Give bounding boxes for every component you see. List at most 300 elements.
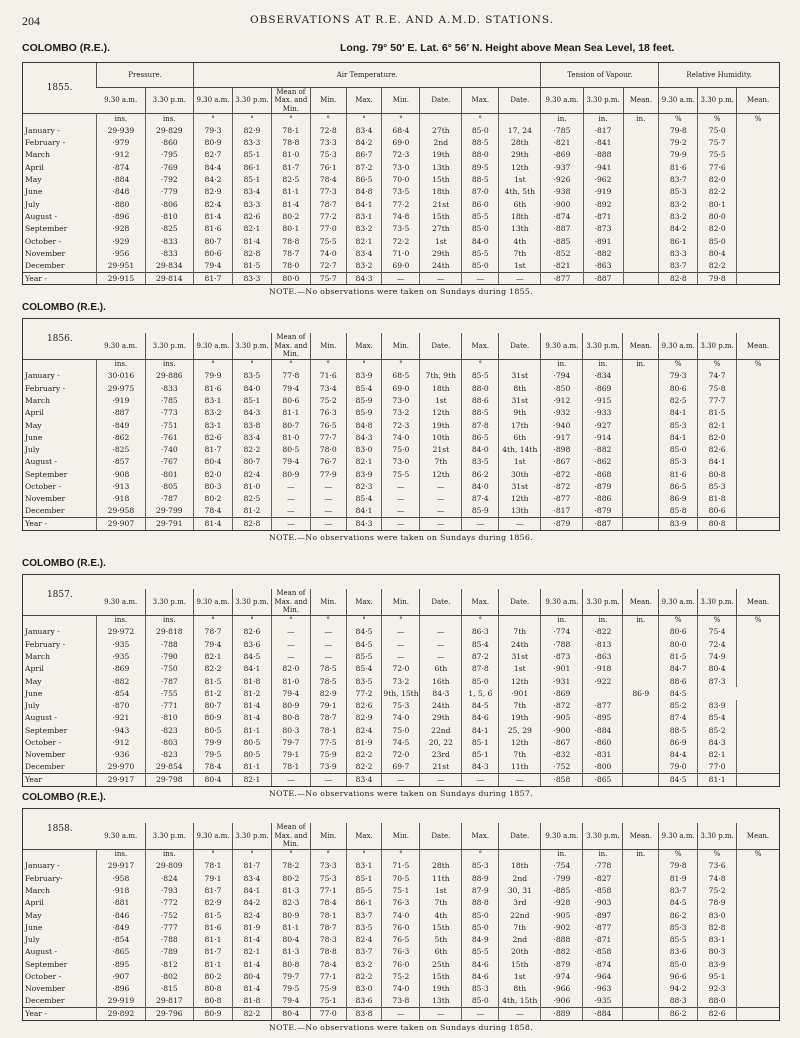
row-label: September xyxy=(25,469,68,479)
data-cell: ·858 xyxy=(541,774,583,786)
unit-cell: % xyxy=(737,359,779,370)
data-cell: 85·3 xyxy=(659,456,698,468)
data-cell: ·874 xyxy=(583,958,623,970)
data-cell: ·887 xyxy=(541,223,583,235)
data-cell: 84·4 xyxy=(659,749,698,761)
data-cell: 79·8 xyxy=(698,272,737,284)
data-cell xyxy=(737,161,779,173)
data-cell: — xyxy=(462,774,499,786)
data-cell: 13th xyxy=(420,995,462,1007)
data-cell: ·895 xyxy=(97,958,145,970)
unit-cell: ° xyxy=(310,615,346,626)
col-vapour-mean: Mean. xyxy=(623,87,659,114)
data-cell: 73·0 xyxy=(382,456,420,468)
data-cell: 86·0 xyxy=(462,198,499,210)
unit-cell: ° xyxy=(194,359,233,370)
table-row xyxy=(23,407,779,419)
data-cell: 73·3 xyxy=(310,860,346,872)
data-cell: ·877 xyxy=(583,700,623,712)
data-cell: 84·6 xyxy=(462,971,499,983)
data-cell: 77·6 xyxy=(698,161,737,173)
table-row xyxy=(23,724,779,736)
row-label: March xyxy=(25,885,51,895)
data-cell: ·868 xyxy=(583,468,623,480)
col-means-min: Min. xyxy=(310,589,346,615)
data-cell: 72·7 xyxy=(310,260,346,272)
table-row xyxy=(23,125,779,137)
data-cell: 29th xyxy=(420,712,462,724)
data-cell: 85·5 xyxy=(462,247,499,259)
data-cell: 77·2 xyxy=(310,211,346,223)
data-cell xyxy=(737,885,779,897)
col-vapour-am: 9.30 a.m. xyxy=(541,823,583,849)
data-cell: 84·3 xyxy=(462,761,499,773)
data-cell: 77·5 xyxy=(310,737,346,749)
data-cell: 78·5 xyxy=(310,675,346,687)
data-cell: 83·8 xyxy=(232,419,271,431)
data-cell: 82·7 xyxy=(194,149,233,161)
table-row xyxy=(23,481,779,493)
data-cell: 86·9 xyxy=(659,737,698,749)
data-cell: 83·4 xyxy=(346,247,382,259)
data-cell: 82·6 xyxy=(346,700,382,712)
section-title: COLOMBO (R.E.). xyxy=(22,302,106,313)
data-cell: 81·4 xyxy=(232,235,271,247)
data-cell: 85·1 xyxy=(232,149,271,161)
data-cell: — xyxy=(271,505,310,517)
row-label: June xyxy=(25,688,43,698)
data-cell xyxy=(737,468,779,480)
data-cell xyxy=(737,638,779,650)
data-cell: 81·6 xyxy=(194,921,233,933)
data-cell: 78·0 xyxy=(310,444,346,456)
data-cell: 82·4 xyxy=(194,198,233,210)
data-cell: 85·0 xyxy=(462,921,499,933)
data-cell: ·854 xyxy=(97,687,145,699)
col-abs-max: Max. xyxy=(462,333,499,359)
data-cell: 79·4 xyxy=(271,687,310,699)
data-cell xyxy=(623,481,659,493)
data-cell xyxy=(623,431,659,443)
data-cell: ·882 xyxy=(583,444,623,456)
data-cell: — xyxy=(382,272,420,284)
data-cell: 12th xyxy=(499,737,541,749)
data-cell xyxy=(737,260,779,272)
data-cell: 82·4 xyxy=(232,909,271,921)
data-cell: 81·1 xyxy=(232,724,271,736)
data-cell: 84·2 xyxy=(194,174,233,186)
col-pressure-am: 9.30 a.m. xyxy=(97,823,145,849)
data-cell: ·792 xyxy=(145,174,193,186)
data-cell: ·918 xyxy=(97,493,145,505)
vapour-header: Tension of Vapour. xyxy=(541,63,659,87)
data-cell: ·940 xyxy=(541,419,583,431)
data-cell: ·882 xyxy=(541,946,583,958)
data-cell: 82·0 xyxy=(194,468,233,480)
data-cell: ·846 xyxy=(97,909,145,921)
data-cell xyxy=(623,909,659,921)
data-cell: ·800 xyxy=(583,761,623,773)
data-cell: 74·0 xyxy=(382,431,420,443)
data-cell: ·892 xyxy=(583,198,623,210)
col-temp-am: 9.30 a.m. xyxy=(194,823,233,849)
data-cell: 82·1 xyxy=(232,946,271,958)
data-cell: 96·6 xyxy=(659,971,698,983)
data-cell: ·812 xyxy=(145,958,193,970)
data-cell: ·750 xyxy=(145,663,193,675)
data-cell: 82·2 xyxy=(346,761,382,773)
data-cell: 81·0 xyxy=(271,431,310,443)
data-cell: 80·4 xyxy=(271,934,310,946)
data-cell: 13th xyxy=(420,161,462,173)
data-cell: 69·7 xyxy=(382,761,420,773)
data-cell: 81·4 xyxy=(232,700,271,712)
data-cell: 81·2 xyxy=(232,687,271,699)
data-cell xyxy=(737,860,779,872)
data-cell: ·751 xyxy=(145,419,193,431)
data-cell: ·867 xyxy=(541,737,583,749)
data-cell: 29·939 xyxy=(97,125,145,137)
data-cell: ·873 xyxy=(583,223,623,235)
col-vapour-am: 9.30 a.m. xyxy=(541,589,583,615)
data-cell: 86·2 xyxy=(659,1008,698,1020)
data-cell: ·887 xyxy=(583,518,623,530)
data-cell xyxy=(623,774,659,786)
data-cell: 75·3 xyxy=(382,700,420,712)
data-cell: — xyxy=(310,774,346,786)
table-row xyxy=(23,211,779,223)
data-cell: ·900 xyxy=(541,198,583,210)
data-cell: ·884 xyxy=(97,174,145,186)
data-cell xyxy=(737,125,779,137)
data-cell: — xyxy=(420,505,462,517)
data-cell: 86·9 xyxy=(623,687,659,699)
data-cell: 81·7 xyxy=(194,885,233,897)
table-row xyxy=(23,971,779,983)
data-cell: ·887 xyxy=(583,272,623,284)
data-cell: — xyxy=(420,626,462,638)
data-cell: 29·809 xyxy=(145,860,193,872)
data-cell: 82·6 xyxy=(232,211,271,223)
row-label: Year - xyxy=(23,518,97,530)
col-abs-max: Max. xyxy=(462,823,499,849)
data-cell: 7th xyxy=(499,626,541,638)
data-cell: — xyxy=(382,626,420,638)
data-cell: 18th xyxy=(420,382,462,394)
data-cell: ·898 xyxy=(541,444,583,456)
table-row xyxy=(23,885,779,897)
data-cell: — xyxy=(462,518,499,530)
data-cell: 82·9 xyxy=(346,712,382,724)
data-cell: 82·1 xyxy=(698,749,737,761)
data-cell: 17th xyxy=(499,419,541,431)
row-label: July xyxy=(25,445,40,455)
data-cell xyxy=(623,749,659,761)
data-cell: 83·6 xyxy=(232,638,271,650)
year-label: 1857. xyxy=(23,575,97,615)
data-cell: 81·6 xyxy=(659,161,698,173)
unit-cell: ins. xyxy=(145,359,193,370)
data-cell: 88·0 xyxy=(462,382,499,394)
data-cell xyxy=(737,481,779,493)
data-cell: 81·6 xyxy=(194,223,233,235)
data-cell: ·772 xyxy=(145,897,193,909)
data-cell: 88·5 xyxy=(462,137,499,149)
data-cell: 83·4 xyxy=(232,431,271,443)
data-cell: 79·1 xyxy=(310,700,346,712)
data-cell: ·874 xyxy=(541,211,583,223)
data-cell: — xyxy=(462,272,499,284)
data-cell: 85·5 xyxy=(462,370,499,382)
data-cell: 3rd xyxy=(499,897,541,909)
data-cell: — xyxy=(310,651,346,663)
data-cell: ·790 xyxy=(145,651,193,663)
data-cell: 15th xyxy=(420,971,462,983)
data-cell: ·860 xyxy=(145,137,193,149)
data-cell: 82·2 xyxy=(698,186,737,198)
data-cell: ·888 xyxy=(583,149,623,161)
data-cell: — xyxy=(420,651,462,663)
data-cell: 78·1 xyxy=(310,909,346,921)
station-location: Long. 79° 50′ E. Lat. 6° 56′ N. Height above Mean Sea Level, 18 feet. xyxy=(340,42,675,54)
data-cell: 29·791 xyxy=(145,518,193,530)
data-cell: ·833 xyxy=(145,247,193,259)
data-cell: 70·0 xyxy=(382,174,420,186)
data-cell: 29·886 xyxy=(145,370,193,382)
data-cell: ·827 xyxy=(583,872,623,884)
row-label: May xyxy=(25,175,42,185)
col-humidity-mean: Mean. xyxy=(737,87,779,114)
data-cell: 29·917 xyxy=(97,774,145,786)
data-cell: 77·2 xyxy=(382,198,420,210)
row-label: May xyxy=(25,420,42,430)
sunday-note: NOTE.—No observations were taken on Sundays during 1855. xyxy=(269,287,533,296)
year-label: 1856. xyxy=(23,319,97,359)
col-abs-min-date: Date. xyxy=(420,589,462,615)
data-cell: 81·4 xyxy=(271,198,310,210)
data-cell: 29·892 xyxy=(97,1008,145,1020)
data-cell: 80·5 xyxy=(194,724,233,736)
data-cell xyxy=(623,125,659,137)
data-cell: 72·8 xyxy=(310,125,346,137)
data-cell xyxy=(623,921,659,933)
data-cell: 78·4 xyxy=(194,761,233,773)
data-cell: 73·3 xyxy=(310,137,346,149)
data-cell: 85·3 xyxy=(659,921,698,933)
data-cell: 80·5 xyxy=(232,737,271,749)
data-cell: 78·7 xyxy=(310,198,346,210)
data-cell: — xyxy=(310,505,346,517)
data-cell: 80·6 xyxy=(698,505,737,517)
data-cell xyxy=(737,137,779,149)
data-cell: 84·9 xyxy=(462,934,499,946)
data-cell: — xyxy=(271,493,310,505)
data-cell: ·882 xyxy=(97,675,145,687)
data-cell: ·752 xyxy=(541,761,583,773)
data-cell: ·889 xyxy=(541,1008,583,1020)
data-cell: 87·2 xyxy=(346,161,382,173)
data-cell: 88·0 xyxy=(462,149,499,161)
data-cell: 83·1 xyxy=(194,419,233,431)
data-cell: 81·0 xyxy=(232,481,271,493)
table-row xyxy=(23,235,779,247)
data-cell: ·879 xyxy=(541,958,583,970)
data-cell xyxy=(737,382,779,394)
row-label: March xyxy=(25,651,51,661)
data-cell: 2nd xyxy=(499,872,541,884)
unit-cell: ° xyxy=(382,114,420,125)
data-cell: ·913 xyxy=(97,481,145,493)
unit-cell: % xyxy=(698,849,737,860)
data-cell: 1st xyxy=(420,235,462,247)
data-cell xyxy=(623,456,659,468)
air-temp-header: Air Temperature. xyxy=(194,63,541,87)
data-cell: 5th xyxy=(420,934,462,946)
data-cell: 78·7 xyxy=(310,712,346,724)
data-cell: ·823 xyxy=(145,749,193,761)
page-number: 204 xyxy=(22,14,40,28)
data-cell: 84·1 xyxy=(462,724,499,736)
data-cell: 80·3 xyxy=(194,481,233,493)
data-cell: 29·817 xyxy=(145,995,193,1007)
table-row xyxy=(23,995,779,1007)
data-cell: 83·7 xyxy=(346,909,382,921)
data-cell xyxy=(737,934,779,946)
row-label: April xyxy=(25,408,44,418)
data-cell: 83·5 xyxy=(462,456,499,468)
data-cell: 15th xyxy=(420,921,462,933)
row-label: November xyxy=(25,750,66,760)
table-row xyxy=(23,247,779,259)
data-cell: 77·0 xyxy=(310,1008,346,1020)
data-cell: 84·2 xyxy=(346,137,382,149)
data-cell: 79·4 xyxy=(271,382,310,394)
col-means-max: Max. xyxy=(346,87,382,114)
section-title: COLOMBO (R.E.). xyxy=(22,792,106,803)
col-mean-maxmin: Mean of Max. and Min. xyxy=(271,333,310,359)
data-cell: 81·9 xyxy=(659,872,698,884)
col-abs-min: Min. xyxy=(382,823,420,849)
data-cell: 83·5 xyxy=(232,370,271,382)
data-cell: 73·8 xyxy=(382,995,420,1007)
data-cell xyxy=(623,174,659,186)
col-abs-max-date: Date. xyxy=(499,823,541,849)
data-cell: 80·2 xyxy=(271,872,310,884)
data-cell: 75·5 xyxy=(310,235,346,247)
row-label: February - xyxy=(25,639,66,649)
data-cell: 84·1 xyxy=(346,505,382,517)
table-row xyxy=(23,663,779,675)
year-table xyxy=(22,318,780,531)
data-cell: ·901 xyxy=(499,687,541,699)
data-cell: 84·3 xyxy=(698,737,737,749)
data-cell xyxy=(737,272,779,284)
data-cell: 79·4 xyxy=(271,995,310,1007)
data-cell: ·788 xyxy=(145,638,193,650)
col-mean-maxmin: Mean of Max. and Min. xyxy=(271,589,310,615)
data-cell: 78·0 xyxy=(271,260,310,272)
data-cell: 4th, 14th xyxy=(499,444,541,456)
data-cell xyxy=(623,675,659,687)
data-cell: ·785 xyxy=(145,395,193,407)
col-means-min: Min. xyxy=(310,87,346,114)
data-cell: 84·6 xyxy=(462,712,499,724)
data-cell: 87·4 xyxy=(462,493,499,505)
data-cell: 82·0 xyxy=(698,223,737,235)
data-cell: ·931 xyxy=(541,675,583,687)
data-cell: ·935 xyxy=(97,651,145,663)
data-cell: 29th xyxy=(499,149,541,161)
unit-cell xyxy=(499,359,541,370)
data-cell: 78·8 xyxy=(310,946,346,958)
data-cell: 29·814 xyxy=(145,272,193,284)
data-cell xyxy=(737,700,779,712)
data-cell: ·901 xyxy=(541,663,583,675)
data-cell: 81·1 xyxy=(698,774,737,786)
col-humidity-pm: 3.30 p.m. xyxy=(698,333,737,359)
data-cell xyxy=(623,444,659,456)
data-cell: ·935 xyxy=(583,995,623,1007)
data-cell: 78·4 xyxy=(310,897,346,909)
data-cell: ·941 xyxy=(583,161,623,173)
data-cell: 75·5 xyxy=(382,468,420,480)
data-cell: 85·5 xyxy=(462,211,499,223)
data-cell: ·841 xyxy=(583,137,623,149)
data-cell: ·752 xyxy=(145,909,193,921)
col-means-min: Min. xyxy=(310,333,346,359)
data-cell: 7th xyxy=(499,921,541,933)
data-cell: 79·0 xyxy=(659,761,698,773)
data-cell: 79·1 xyxy=(194,872,233,884)
data-cell: 72·3 xyxy=(382,419,420,431)
data-cell: 25th xyxy=(420,958,462,970)
data-cell: ·774 xyxy=(541,626,583,638)
unit-cell: in. xyxy=(623,114,659,125)
col-pressure-pm: 3.30 p.m. xyxy=(145,333,193,359)
data-cell: 27th xyxy=(420,223,462,235)
sunday-note: NOTE.—No observations were taken on Sundays during 1856. xyxy=(269,533,533,542)
data-cell: ·803 xyxy=(145,737,193,749)
data-cell: 85·1 xyxy=(232,395,271,407)
row-label: April xyxy=(25,664,44,674)
data-cell: ·799 xyxy=(541,872,583,884)
data-cell: 80·7 xyxy=(232,456,271,468)
unit-cell: in. xyxy=(541,849,583,860)
data-cell: 6th xyxy=(420,663,462,675)
data-cell: 80·8 xyxy=(194,983,233,995)
data-cell: 85·3 xyxy=(659,186,698,198)
data-cell: 80·4 xyxy=(698,247,737,259)
data-cell: 30, 31 xyxy=(499,885,541,897)
row-label: April xyxy=(25,162,44,172)
unit-cell: in. xyxy=(583,359,623,370)
data-cell: 8th xyxy=(499,983,541,995)
data-cell: 80·4 xyxy=(232,971,271,983)
data-cell: ·740 xyxy=(145,444,193,456)
data-cell: 73·9 xyxy=(310,761,346,773)
data-cell: 84·6 xyxy=(462,958,499,970)
data-cell: ·849 xyxy=(97,921,145,933)
data-cell: 84·5 xyxy=(659,687,698,699)
data-cell: 69·0 xyxy=(382,260,420,272)
data-cell xyxy=(623,724,659,736)
data-cell: 29·829 xyxy=(145,125,193,137)
data-cell: 83·1 xyxy=(346,860,382,872)
data-cell: 80·2 xyxy=(271,211,310,223)
unit-cell: in. xyxy=(541,114,583,125)
unit-cell: % xyxy=(659,114,698,125)
data-cell: 83·2 xyxy=(659,198,698,210)
